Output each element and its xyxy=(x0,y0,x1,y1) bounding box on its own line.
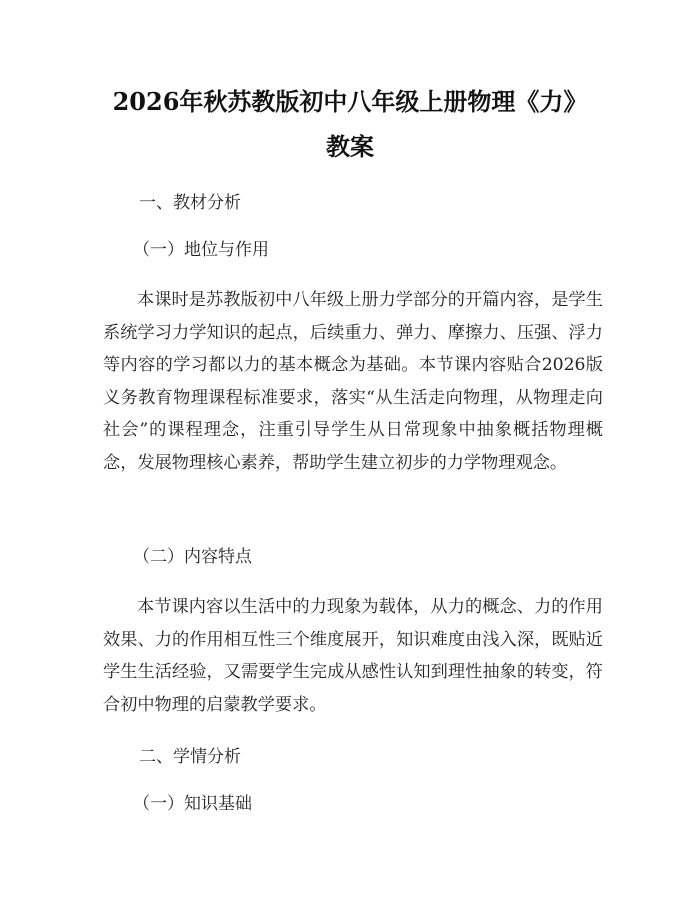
paragraph-position-and-role: 本课时是苏教版初中八年级上册力学部分的开篇内容，是学生系统学习力学知识的起点，后续重力、弹力、摩擦力、压强、浮力等内容的学习都以力的基本概念为基础。本节课内容贴合2026版义务教育物理课程标准要求，落实“从生活走向物理，从物理走向社会”的课程理念，注重引导学生从日常现象中抽象概括物理概念，发展物理核心素养，帮助学生建立初步的力学物理观念。 xyxy=(103,290,603,473)
subsection-heading-content-features: （二）内容特点 xyxy=(133,547,252,567)
section-heading-learner-analysis: 二、学情分析 xyxy=(139,747,241,767)
section-heading-textbook-analysis: 一、教材分析 xyxy=(139,193,241,213)
subsection-heading-knowledge-foundation: （一）知识基础 xyxy=(133,794,252,814)
paragraph-content-features: 本节课内容以生活中的力现象为载体，从力的概念、力的作用效果、力的作用相互性三个维度展开，知识难度由浅入深，既贴近学生生活经验，又需要学生完成从感性认知到理性抽象的转变，符合初中物理的启蒙教学要求。 xyxy=(103,597,603,715)
document-title-continued: 教案 xyxy=(326,132,374,161)
subsection-heading-position-and-role: （一）地位与作用 xyxy=(133,240,269,260)
document-title: 2026年秋苏教版初中八年级上册物理《力》 xyxy=(112,87,588,116)
